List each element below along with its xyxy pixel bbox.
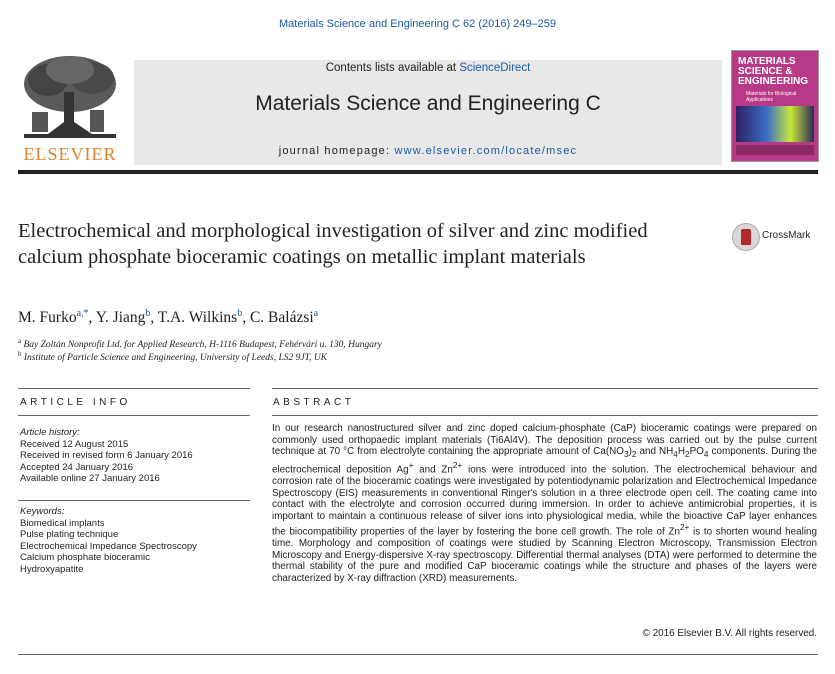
journal-name: Materials Science and Engineering C <box>255 92 601 115</box>
cover-title-line3: ENGINEERING <box>738 76 809 87</box>
cover-title-line2: SCIENCE & <box>738 66 793 77</box>
article-info-head-rule <box>18 415 250 416</box>
affiliation <box>18 337 382 350</box>
abstract-heading: ABSTRACT <box>273 397 355 408</box>
author-sep: , <box>150 309 158 327</box>
journal-citation[interactable]: Materials Science and Engineering C 62 (2016) 249–259 <box>278 18 556 30</box>
journal-homepage <box>134 145 722 157</box>
article-title: Electrochemical and morphological investigation of silver and zinc modified calcium phosphate bioceramic coatings on metallic implant materials <box>18 220 648 268</box>
contents-line <box>134 62 722 74</box>
cover-image <box>736 106 814 142</box>
keyword: Electrochemical Impedance Spectroscopy <box>20 540 197 552</box>
keywords-rule <box>18 500 250 501</box>
keyword: Pulse plating technique <box>20 529 119 541</box>
crossmark-icon <box>732 223 760 251</box>
author-sep: , <box>242 309 250 327</box>
homepage-prefix: journal homepage: <box>278 145 395 157</box>
affiliation-text: Institute of Particle Science and Engineering, University of Leeds, LS2 9JT, UK <box>23 353 328 364</box>
journal-cover[interactable] <box>731 50 819 162</box>
author-affil-mark[interactable]: a,* <box>76 308 89 319</box>
crossmark-button[interactable] <box>732 223 814 251</box>
history-label: Article history: <box>20 427 80 438</box>
author-sep: , <box>88 309 96 327</box>
cover-subtitle: Materials for Biological Applications <box>746 91 797 103</box>
author[interactable]: C. Balázsi <box>249 309 314 327</box>
history-item: Received in revised form 6 January 2016 <box>20 450 193 462</box>
cover-footer <box>736 145 814 155</box>
header-rule <box>18 170 818 174</box>
history-item: Available online 27 January 2016 <box>20 473 160 485</box>
author-affil-mark[interactable]: a <box>313 308 319 319</box>
keyword: Calcium phosphate bioceramic <box>20 552 150 564</box>
history-item: Accepted 24 January 2016 <box>20 461 134 473</box>
author-list <box>18 308 318 327</box>
article-info-top-rule <box>18 388 250 389</box>
abstract-top-rule <box>272 388 818 389</box>
author-affil-mark[interactable]: b <box>145 308 151 319</box>
article-info-heading: ARTICLE INFO <box>20 397 131 408</box>
keyword: Biomedical implants <box>20 517 105 529</box>
affiliation-mark: a <box>18 337 22 345</box>
author[interactable]: M. Furko <box>18 309 77 327</box>
footer-rule <box>18 654 818 655</box>
keywords-label: Keywords: <box>20 506 65 517</box>
affiliation-text: Bay Zoltán Nonprofit Ltd. for Applied Research, H-1116 Budapest, Fehérvári u. 130, Hungary <box>23 340 382 351</box>
sciencedirect-link[interactable]: ScienceDirect <box>459 62 531 74</box>
elsevier-wordmark: ELSEVIER <box>23 144 117 164</box>
homepage-link[interactable]: www.elsevier.com/locate/msec <box>394 145 578 157</box>
cover-title-line1: MATERIALS <box>738 56 796 67</box>
keyword: Hydroxyapatite <box>20 563 84 575</box>
author-affil-mark[interactable]: b <box>237 308 243 319</box>
abstract-text: In our research nanostructured silver and zinc doped calcium-phosphate (CaP) bioceramic coatings were prepared on commonly used orthopaedic implant materials (Ti6Al4V). The deposition process was carried out by the pulse current technique at 70 °C from electrolyte containing the appropriate amount of $Ca(NO_3)_2$ and $NH_4H_2PO_4$ components. During the electrochemical deposition Ag+ and $Zn^{2+}$ ions were introduced into the solution. The electrochemical behaviour and corrosion rate of the bioceramic coatings were investigated by potentiodynamic polarization and Electrochemical Impedance Spectroscopy (EIS) measurements in conventional Ringer's solution in a three electrode open cell. The coating came into contact with the electrolyte and corrosion occurred during immersion. In order to achieve antimicrobial properties, it is important to maintain a continuous release of silver ions into physiological media, while the bioactive CaP layer enhances the biocompatibility properties of the layer by fostering the bone cell growth. The role of $Zn^{2+}$ is to shorten wound healing time. Morphology and composition of coatings were studied by Scanning Electron Microscopy, Transmission Electron Microscopy and Energy-dispersive X-ray spectroscopy. Differential thermal analyses (DTA) were performed to determine the thermal stability of the pure and modified CaP bioceramic coatings while the structure and phases of the layers were characterized by X-ray diffraction (XRD) measurements. <box>272 423 817 584</box>
author[interactable]: Y. Jiang <box>95 309 146 327</box>
tree-icon <box>18 52 122 144</box>
history-item: Received 12 August 2015 <box>20 438 129 450</box>
keywords <box>20 506 250 576</box>
abstract-head-rule <box>272 415 818 416</box>
author[interactable]: T.A. Wilkins <box>157 309 238 327</box>
crossmark-label: CrossMark <box>762 230 811 241</box>
affiliation-mark: b <box>18 350 22 358</box>
cover-title <box>738 57 808 87</box>
affiliation <box>18 350 327 363</box>
copyright-notice: © 2016 Elsevier B.V. All rights reserved. <box>642 628 817 639</box>
article-history <box>20 427 250 485</box>
contents-prefix: Contents lists available at <box>325 62 460 74</box>
